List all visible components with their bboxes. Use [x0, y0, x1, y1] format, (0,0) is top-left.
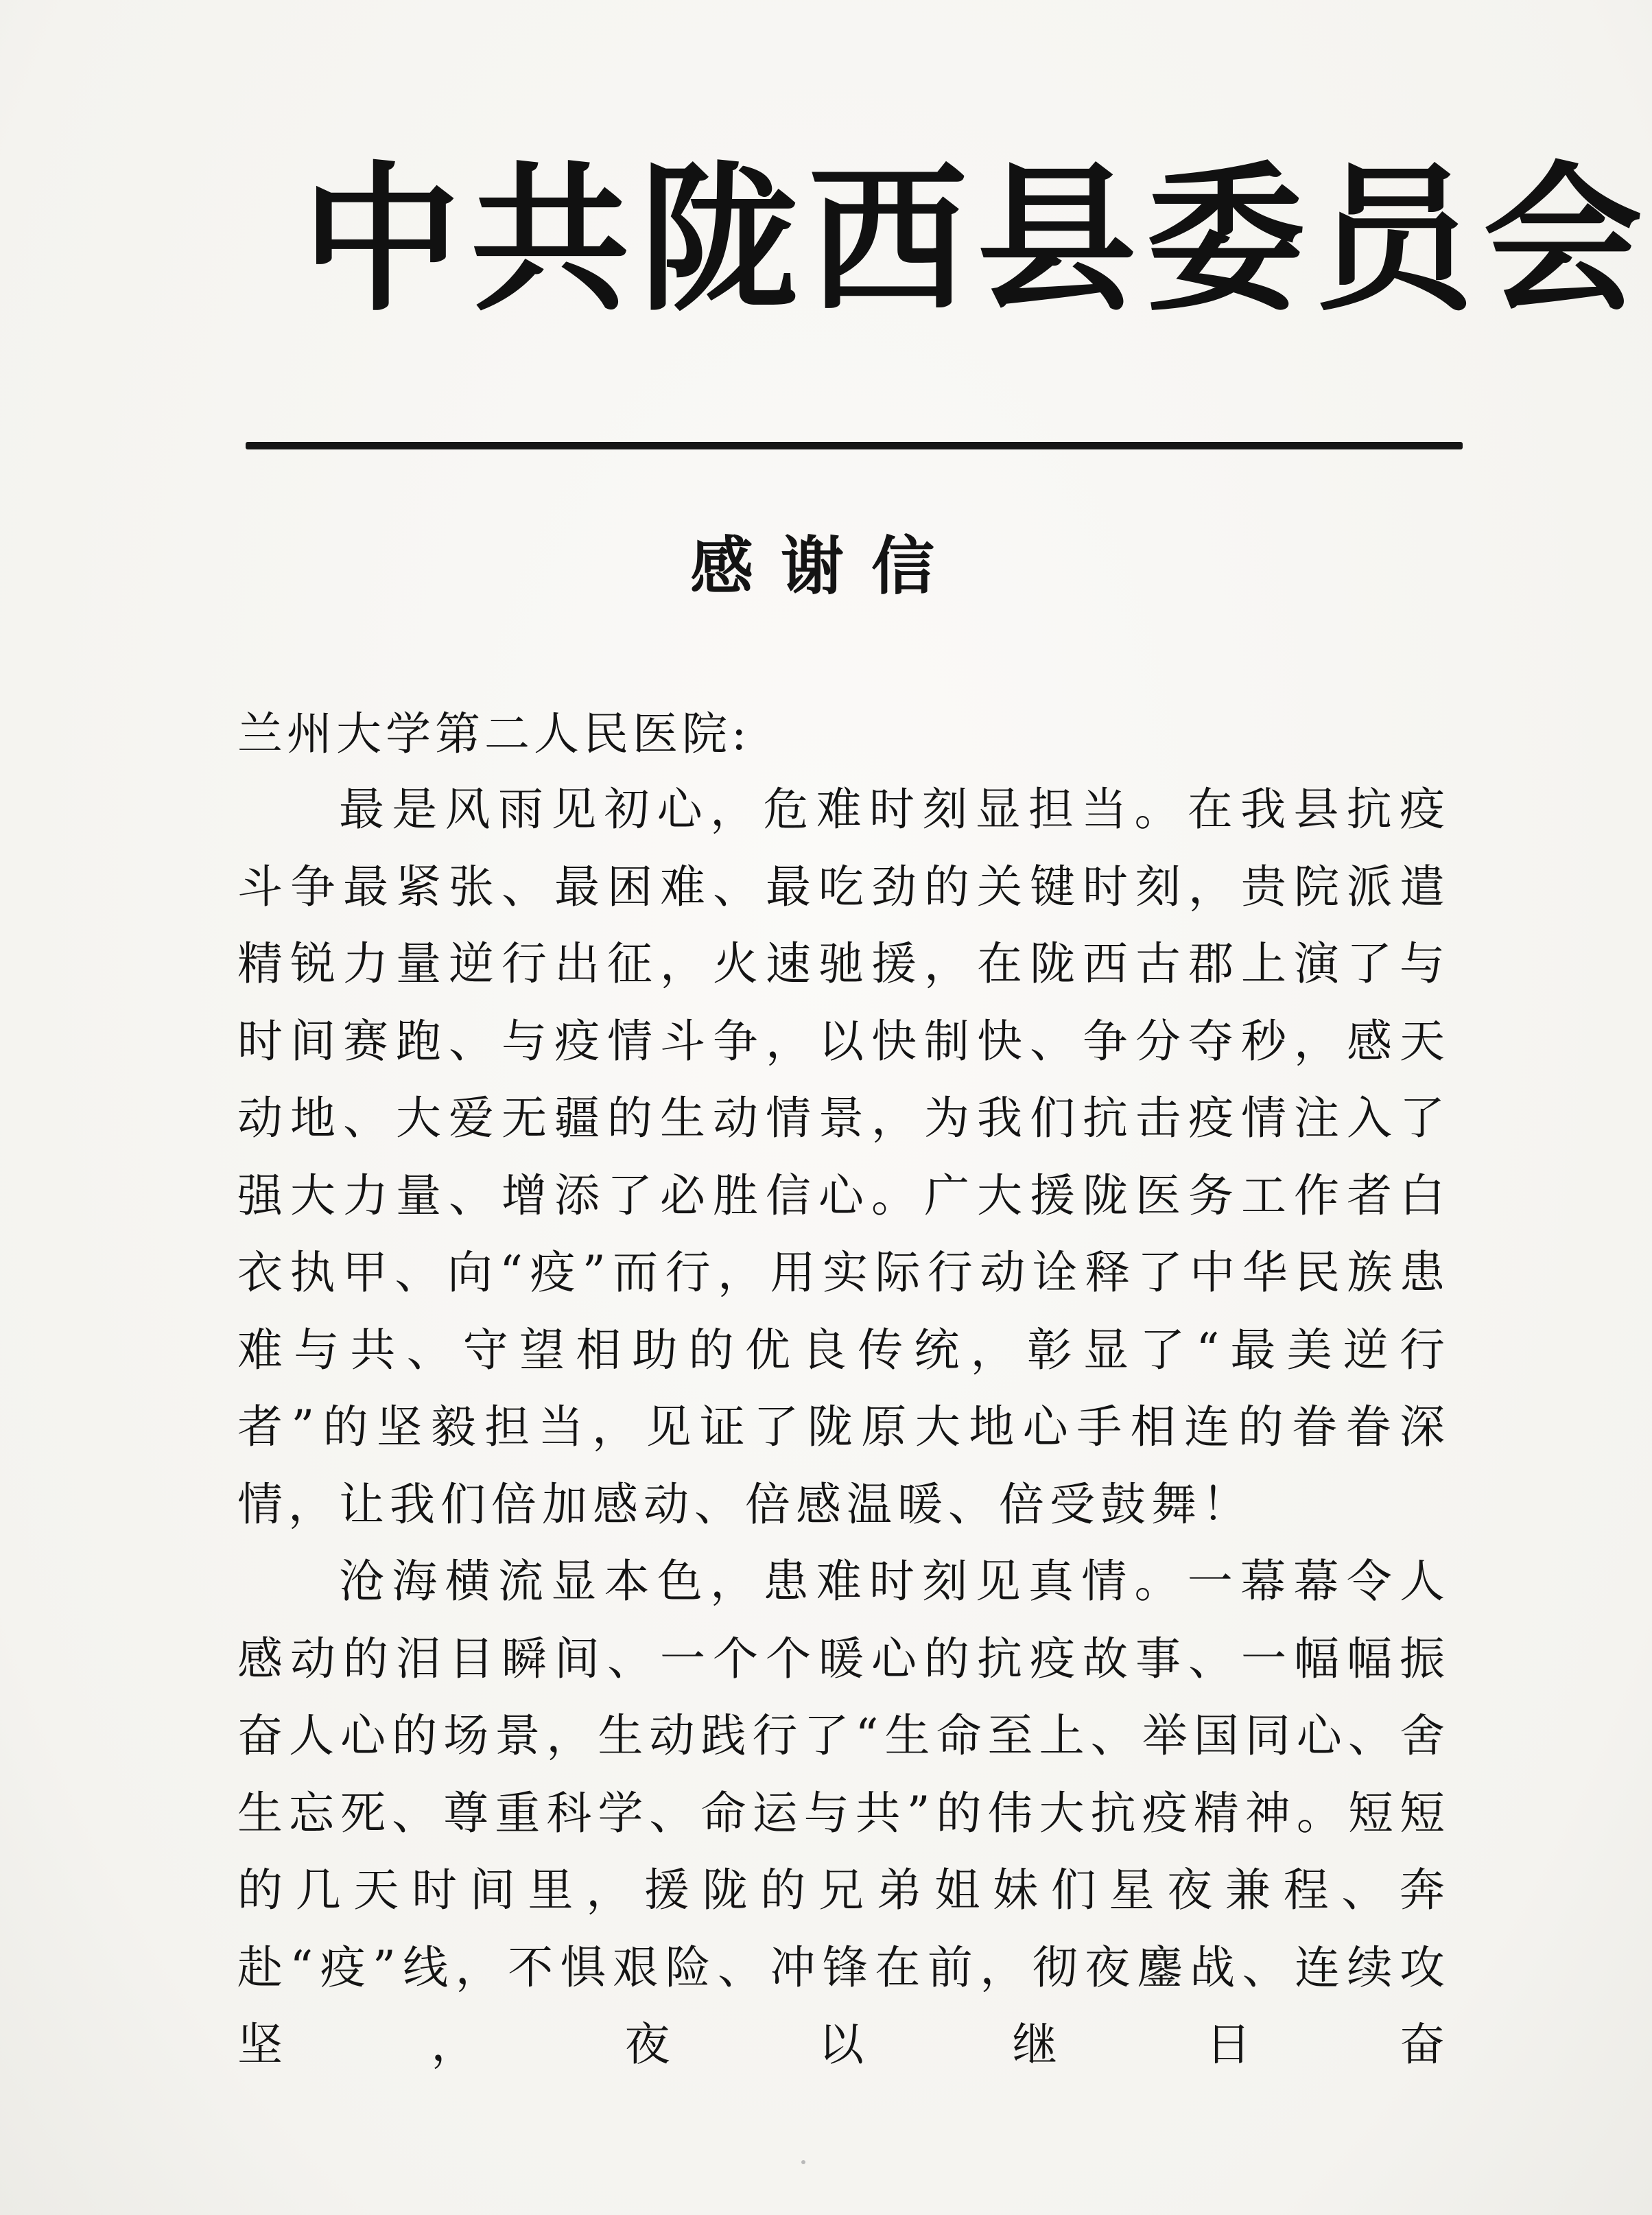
letterhead-organization: 中共陇西县委员会 — [302, 148, 1652, 333]
letterhead-divider — [246, 442, 1463, 449]
body-paragraph: 沧海横流显本色，患难时刻见真情。一幕幕令人感动的泪目瞬间、一个个暖心的抗疫故事、一幅幅振奋人心的场景，生动践行了“生命至上、举国同心、舍生忘死、尊重科学、命运与共”的伟大抗疫精神。短短的几天时间里，援陇的兄弟姐妹们星夜兼程、奔赴“疫”线，不惧艰险、冲锋在前，彻夜鏖战、连续攻坚，夜以继日奋 — [237, 1555, 1450, 2071]
body-paragraph: 最是风雨见初心，危难时刻显担当。在我县抗疫斗争最紧张、最困难、最吃劲的关键时刻，贵院派遣精锐力量逆行出征，火速驰援，在陇西古郡上演了与时间赛跑、与疫情斗争，以快制快、争分夺秒，感天动地、大爱无疆的生动情景，为我们抗击疫情注入了强大力量、增添了必胜信心。广大援陇医务工作者白衣执甲、向“疫”而行，用实际行动诠释了中华民族患难与共、守望相助的优良传统，彰显了“最美逆行者”的坚毅担当，见证了陇原大地心手相连的眷眷深情，让我们倍加感动、倍感温暖、倍受鼓舞！ — [237, 783, 1450, 1531]
scan-speck — [801, 2160, 805, 2164]
letter-body — [237, 771, 1450, 2084]
letter-recipient: 兰州大学第二人民医院: — [237, 707, 751, 760]
letter-title: 感谢信 — [689, 529, 962, 603]
